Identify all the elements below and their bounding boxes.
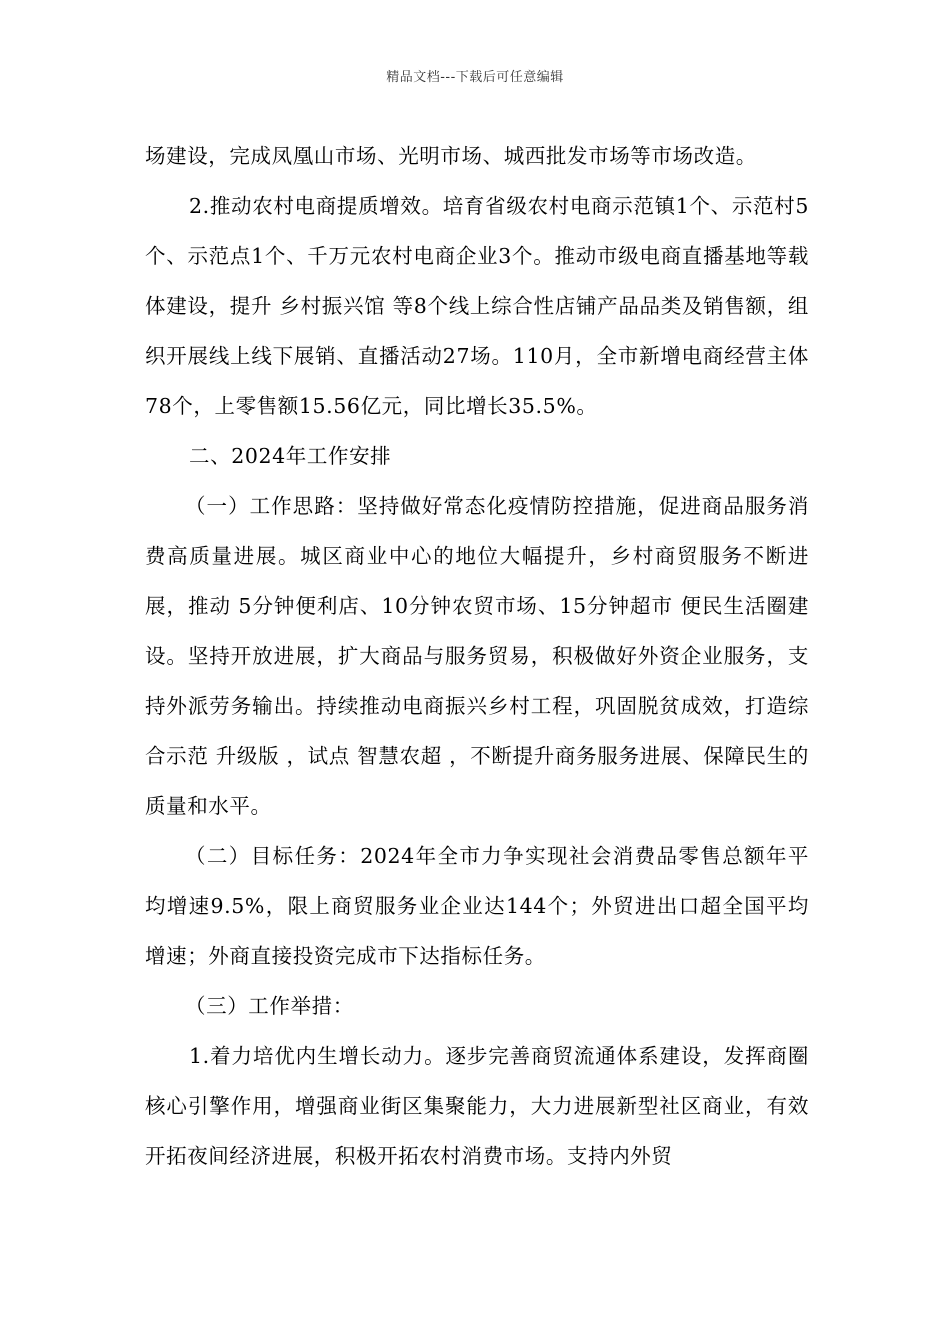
page-header: 精品文档---下载后可任意编辑 — [386, 70, 564, 85]
paragraph-growth-momentum: 1.着力培优内生增长动力。逐步完善商贸流通体系建设，发挥商圈核心引擎作用，增强商业街区集聚能力，大力进展新型社区商业，有效开拓夜间经济进展，积极开拓农村消费市场。支持内外贸 — [145, 1044, 809, 1168]
paragraph-work-approach: （一）工作思路：坚持做好常态化疫情防控措施，促进商品服务消费高质量进展。城区商业中心的地位大幅提升，乡村商贸服务不断进展，推动 5分钟便利店、10分钟农贸市场、15分钟超市 便民生活圈建设。坚持开放进展，扩大商品与服务贸易，积极做好外资企业服务，支持外派劳务输出。持续推动电商振兴乡村工程，巩固脱贫成效，打造综合示范 升级版 ，试点 智慧农超 ，不断提升商务服务进展、保障民生的质量和水平。 — [145, 494, 809, 818]
paragraph-rural-ecommerce: 2.推动农村电商提质增效。培育省级农村电商示范镇1个、示范村5个、示范点1个、千万元农村电商企业3个。推动市级电商直播基地等载体建设，提升 乡村振兴馆 等8个线上综合性店铺产品品类及销售额，组织开展线上线下展销、直播活动27场。110月，全市新增电商经营主体78个，上零售额15.56亿元，同比增长35.5%。 — [145, 194, 809, 418]
paragraph-market-construction: 场建设，完成凤凰山市场、光明市场、城西批发市场等市场改造。 — [145, 144, 757, 168]
section-heading-2024-plan: 二、2024年工作安排 — [189, 444, 392, 468]
paragraph-work-measures-heading: （三）工作举措： — [185, 994, 354, 1018]
document-body — [145, 131, 809, 1181]
paragraph-target-tasks: （二）目标任务：2024年全市力争实现社会消费品零售总额年平均增速9.5%，限上商贸服务业企业达144个；外贸进出口超全国平均增速；外商直接投资完成市下达指标任务。 — [145, 844, 809, 968]
